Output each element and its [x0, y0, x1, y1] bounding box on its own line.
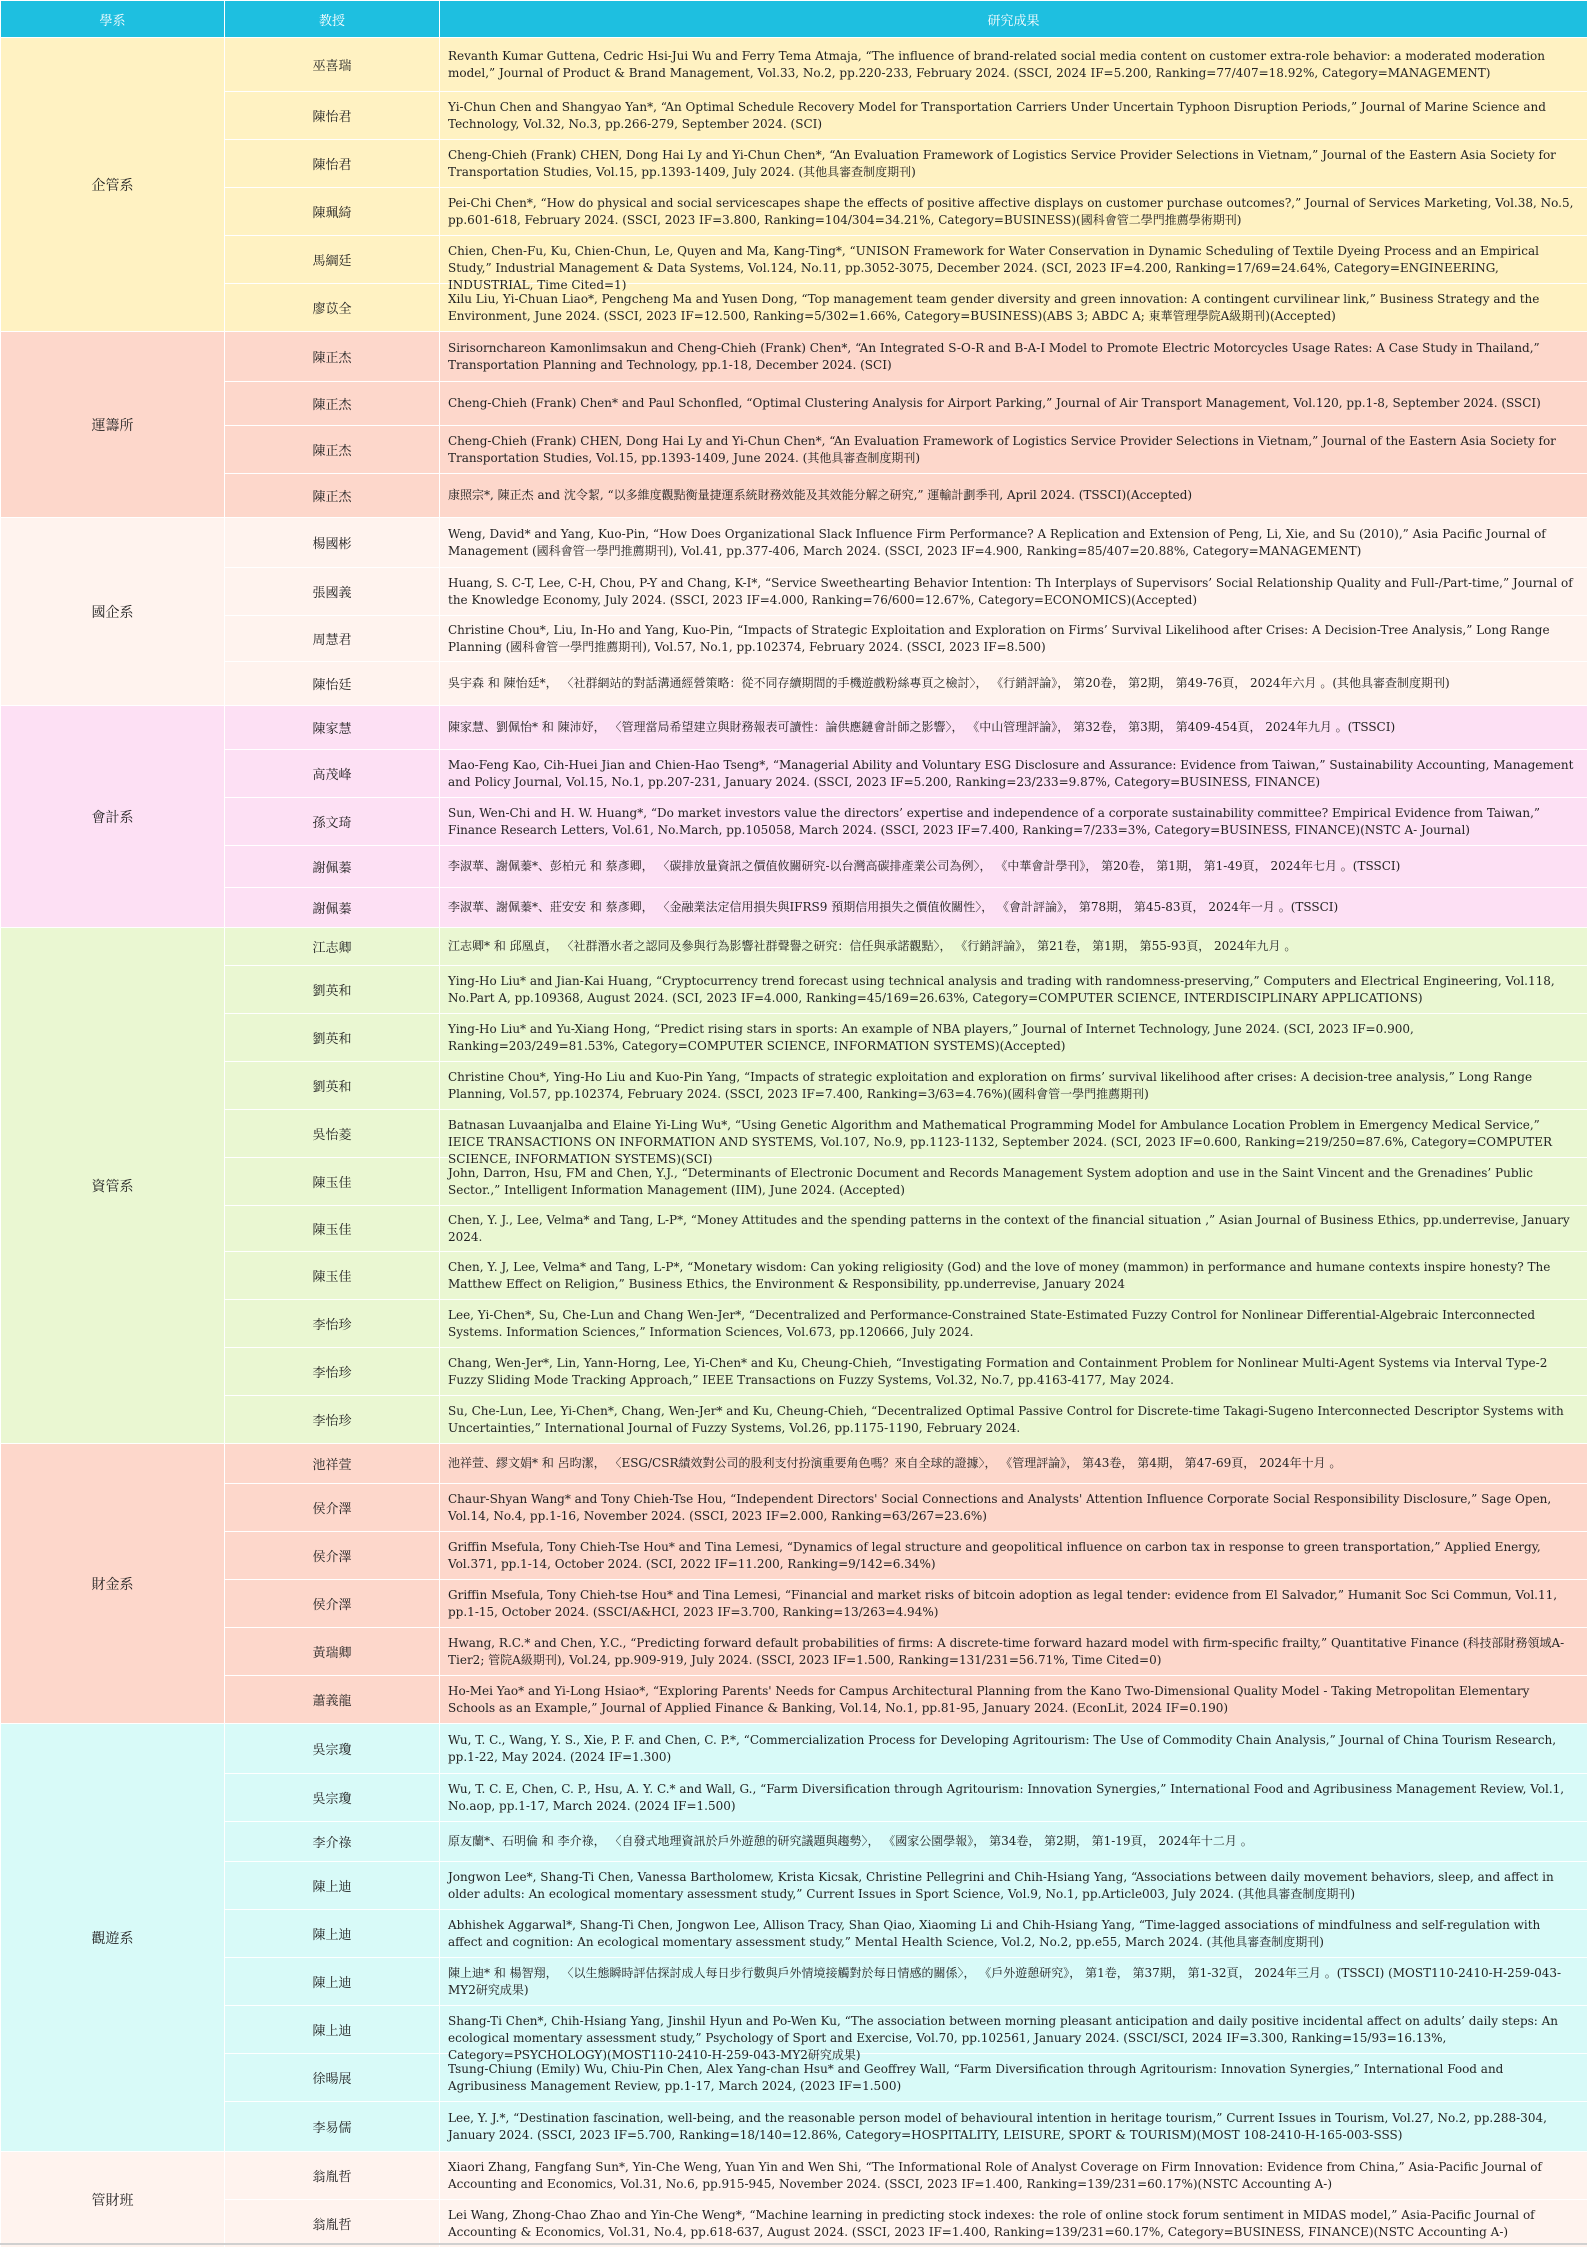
table-row — [1, 1532, 1588, 1580]
research-text: 康照宗*, 陳正杰 and 沈令絜, “以多維度觀點衡量捷運系統財務效能及其效能分解之研究,” 運輸計劃季刊, April 2024. (TSSCI)(Accepted) — [448, 488, 1193, 502]
professor-cell: 孫文琦 — [225, 798, 440, 846]
research-text: Lee, Y. J.*, “Destination fascination, well-being, and the reasonable person model of behavioural intention in heritage tourism,” Current Issues in Tourism, Vol.27, No.2, pp.288-304, January 2024. (SSCI, 2023 IF=5.700, Ranking=18/140=12.86%, Category=HOSPITALITY, LEISURE, SPORT & TOURISM)(MOST 108-2410-H-165-003-SSS) — [448, 2110, 1547, 2142]
table-row — [1, 1484, 1588, 1532]
research-cell — [440, 2006, 1588, 2062]
table-row — [1, 426, 1588, 474]
table-row — [1, 1958, 1588, 2006]
research-text: Chaur-Shyan Wang* and Tony Chieh-Tse Hou, “Independent Directors' Social Connections and Analysts' Attention Influence Corporate Social Responsibility Disclosure,” Sage Open, Vol.14, No.4, pp.1-16, November 2024. (SSCI, 2023 IF=2.000, Ranking=63/267=23.6%) — [448, 1491, 1552, 1523]
table-row — [1, 1580, 1588, 1628]
table-row — [1, 928, 1588, 966]
research-cell — [440, 140, 1588, 188]
table-row — [1, 1252, 1588, 1300]
research-cell — [440, 2152, 1588, 2200]
professor-cell: 陳上迪 — [225, 1862, 440, 1910]
research-text: Wu, T. C. E, Chen, C. P., Hsu, A. Y. C.* and Wall, G., “Farm Diversification through Agritourism: Innovation Synergies,” International Food and Agribusiness Management Review, Vol.1, No.aop, pp.1-17, March 2024. (2024 IF=1.500) — [448, 1781, 1565, 1813]
research-cell — [440, 1532, 1588, 1580]
professor-cell: 吳宗瓊 — [225, 1724, 440, 1774]
table-row — [1, 2152, 1588, 2200]
professor-cell: 翁胤哲 — [225, 2200, 440, 2248]
professor-cell: 陳珮綺 — [225, 188, 440, 236]
professor-cell: 江志卿 — [225, 928, 440, 966]
research-cell — [440, 1348, 1588, 1396]
research-cell — [440, 38, 1588, 92]
professor-cell: 陳正杰 — [225, 332, 440, 382]
professor-cell: 高茂峰 — [225, 750, 440, 798]
research-text: Cheng-Chieh (Frank) Chen* and Paul Schonfled, “Optimal Clustering Analysis for Airport Parking,” Journal of Air Transport Management, Vol.120, pp.1-8, September 2024. (SSCI) — [448, 396, 1541, 410]
research-text: Chen, Y. J., Lee, Velma* and Tang, L-P*, “Money Attitudes and the spending patterns in the context of the financial situation ,” Asian Journal of Business Ethics, pp.underrevise, January 2024. — [448, 1212, 1570, 1244]
research-cell — [440, 1014, 1588, 1062]
table-row — [1, 38, 1588, 92]
research-cell — [440, 798, 1588, 846]
research-cell — [440, 1580, 1588, 1628]
department-cell: 會計系 — [1, 706, 225, 928]
table-row — [1, 1822, 1588, 1862]
table-row — [1, 846, 1588, 888]
department-cell: 資管系 — [1, 928, 225, 1444]
research-text: Pei-Chi Chen*, “How do physical and social servicescapes shape the effects of positive affective displays on customer purchase outcomes?,” Journal of Services Marketing, Vol.38, No.5, pp.601-618, February 2024. (SSCI, 2023 IF=3.800, Ranking=104/304=34.21%, Category=BUSINESS)(國科會管二學門推薦學術期刊) — [448, 195, 1574, 227]
research-text: Lee, Yi-Chen*, Su, Che-Lun and Chang Wen-Jer*, “Decentralized and Performance-Constrained State-Estimated Fuzzy Control for Nonlinear Differential-Algebraic Interconnected Systems. Information Sciences,” Information Sciences, Vol.673, pp.120666, July 2024. — [448, 1307, 1536, 1339]
professor-cell: 李怡珍 — [225, 1348, 440, 1396]
table-row — [1, 616, 1588, 662]
professor-cell: 徐暘展 — [225, 2054, 440, 2102]
table-row — [1, 1396, 1588, 1444]
research-cell — [440, 426, 1588, 474]
professor-cell: 李怡珍 — [225, 1396, 440, 1444]
professor-cell: 翁胤哲 — [225, 2152, 440, 2200]
research-text: 吳宇森 和 陳怡廷*， 〈社群網站的對話溝通經營策略：從不同存續期間的手機遊戲粉絲專頁之檢討〉， 《行銷評論》， 第20卷， 第2期， 第49-76頁， 2024年六月 。(其他具審查制度期刊) — [448, 676, 1450, 690]
professor-cell: 陳怡君 — [225, 92, 440, 140]
table-row — [1, 1676, 1588, 1724]
professor-cell: 劉英和 — [225, 966, 440, 1014]
research-cell — [440, 1300, 1588, 1348]
department-cell: 企管系 — [1, 38, 225, 332]
table-row — [1, 568, 1588, 616]
professor-cell: 陳上迪 — [225, 2006, 440, 2054]
professor-cell: 吳宗瓊 — [225, 1774, 440, 1822]
research-cell — [440, 1676, 1588, 1724]
table-row — [1, 2200, 1588, 2248]
table-row — [1, 140, 1588, 188]
professor-cell: 謝佩蓁 — [225, 888, 440, 928]
research-text: 李淑華、謝佩蓁*、莊安安 和 蔡彥卿， 〈金融業法定信用損失與IFRS9 預期信用損失之價值攸關性〉， 《會計評論》， 第78期， 第45-83頁， 2024年一月 。(TSSCI) — [448, 900, 1339, 914]
research-text: Christine Chou*, Liu, In-Ho and Yang, Kuo-Pin, “Impacts of Strategic Exploitation and Exploration on Firms’ Survival Likelihood after Crises: A Decision-Tree Analysis,” Long Range Planning (國科會管一學門推薦期刊), Vol.57, No.1, pp.102374, February 2024. (SSCI, 2023 IF=8.500) — [448, 622, 1550, 654]
research-cell — [440, 1444, 1588, 1484]
research-cell — [440, 474, 1588, 518]
research-cell — [440, 1724, 1588, 1774]
table-row — [1, 382, 1588, 426]
research-cell — [440, 1396, 1588, 1444]
research-cell — [440, 1062, 1588, 1110]
research-cell — [440, 706, 1588, 750]
table-row — [1, 1300, 1588, 1348]
research-text: Jongwon Lee*, Shang-Ti Chen, Vanessa Bartholomew, Krista Kicsak, Christine Pellegrini and Chih-Hsiang Yang, “Associations between daily movement behaviors, sleep, and affect in older adults: An ecological momentary assessment study,” Current Issues in Sport Science, Vol.9, No.1, pp.Article003, July 2024. (其他具審查制度期刊) — [448, 1869, 1554, 1901]
research-text: Chien, Chen-Fu, Ku, Chien-Chun, Le, Quyen and Ma, Kang-Ting*, “UNISON Framework for Water Conservation in Dynamic Scheduling of Textile Dyeing Process and an Empirical Study,” Industrial Management & Data Systems, Vol.124, No.11, pp.3052-3075, December 2024. (SCI, 2023 IF=4.200, Ranking=17/69=24.64%, Category=ENGINEERING, INDUSTRIAL, Time Cited=1) — [448, 243, 1539, 292]
professor-cell: 陳上迪 — [225, 1910, 440, 1958]
research-cell — [440, 188, 1588, 236]
table-row — [1, 188, 1588, 236]
professor-cell: 陳玉佳 — [225, 1252, 440, 1300]
research-text: Ho-Mei Yao* and Yi-Long Hsiao*, “Exploring Parents' Needs for Campus Architectural Planning from the Kano Two-Dimensional Quality Model - Taking Metropolitan Elementary Schools as an Example,” Journal of Applied Finance & Banking, Vol.14, No.1, pp.81-95, January 2024. (EconLit, 2024 IF=0.190) — [448, 1683, 1530, 1715]
professor-cell: 巫喜瑞 — [225, 38, 440, 92]
research-text: Christine Chou*, Ying-Ho Liu and Kuo-Pin Yang, “Impacts of strategic exploitation and exploration on firms’ survival likelihood after crises: A decision-tree analysis,” Long Range Planning, Vol.57, pp.102374, February 2024. (SSCI, 2023 IF=7.400, Ranking=3/63=4.76%)(國科會管一學門推薦期刊) — [448, 1069, 1533, 1101]
professor-cell: 張國義 — [225, 568, 440, 616]
table-row — [1, 750, 1588, 798]
table-row — [1, 2102, 1588, 2152]
table-row — [1, 518, 1588, 568]
professor-cell: 蕭義龍 — [225, 1676, 440, 1724]
research-text: Cheng-Chieh (Frank) CHEN, Dong Hai Ly and Yi-Chun Chen*, “An Evaluation Framework of Logistics Service Provider Selections in Vietnam,” Journal of the Eastern Asia Society for Transportation Studies, Vol.15, pp.1393-1409, June 2024. (其他具審查制度期刊) — [448, 433, 1556, 465]
research-cell — [440, 2102, 1588, 2152]
table-row — [1, 2006, 1588, 2054]
table-row — [1, 1444, 1588, 1484]
professor-cell: 陳家慧 — [225, 706, 440, 750]
professor-cell: 陳怡君 — [225, 140, 440, 188]
table-row — [1, 1206, 1588, 1252]
research-cell — [440, 1484, 1588, 1532]
professor-cell: 李介祿 — [225, 1822, 440, 1862]
research-text: 池祥萱、繆文娟* 和 呂昀潔， 〈ESG/CSR績效對公司的股利支付扮演重要角色嗎？來自全球的證據〉， 《管理評論》， 第43卷， 第4期， 第47-69頁， 2024年十月 。 — [448, 1456, 1342, 1470]
table-row — [1, 706, 1588, 750]
research-text: 江志卿* 和 邱凰貞， 〈社群潛水者之認同及參與行為影響社群聲譽之研究：信任與承諾觀點〉， 《行銷評論》， 第21卷， 第1期， 第55-93頁， 2024年九月 。 — [448, 939, 1297, 953]
research-cell — [440, 966, 1588, 1014]
research-text: Huang, S. C-T, Lee, C-H, Chou, P-Y and Chang, K-I*, “Service Sweethearting Behavior Intention: Th Interplays of Supervisors’ Social Relationship Quality and Full-/Part-time,” Journal of the Knowledge Economy, July 2024. (SSCI, 2023 IF=4.000, Ranking=76/600=12.67%, Category=ECONOMICS)(Accepted) — [448, 575, 1573, 607]
research-cell — [440, 92, 1588, 140]
research-text: Chen, Y. J, Lee, Velma* and Tang, L-P*, “Monetary wisdom: Can yoking religiosity (God) and the love of money (mammon) in performance and humane contexts inspire honesty? The Matthew Effect on Religion,” Business Ethics, the Environment & Responsibility, pp.underrevise, January 2024 — [448, 1259, 1551, 1291]
professor-cell: 陳玉佳 — [225, 1206, 440, 1252]
research-text: Tsung-Chiung (Emily) Wu, Chiu-Pin Chen, Alex Yang-chan Hsu* and Geoffrey Wall, “Farm Diversification through Agritourism: Innovation Synergies,” International Food and Agribusiness Management Review, pp.1-17, March 2024, (2023 IF=1.500) — [448, 2061, 1504, 2093]
professor-cell: 陳玉佳 — [225, 1158, 440, 1206]
research-text: Weng, David* and Yang, Kuo-Pin, “How Does Organizational Slack Influence Firm Performance? A Replication and Extension of Peng, Li, Xie, and Su (2010),” Asia Pacific Journal of Management (國科會管一學門推薦期刊), Vol.41, pp.377-406, March 2024. (SSCI, 2023 IF=4.900, Ranking=85/407=20.88%, Category=MANAGEMENT) — [448, 526, 1546, 558]
professor-cell: 侯介澤 — [225, 1580, 440, 1628]
table-row — [1, 474, 1588, 518]
research-text: Batnasan Luvaanjalba and Elaine Yi-Ling Wu*, “Using Genetic Algorithm and Mathematical Programming Model for Ambulance Location Problem in Emergency Medical Service,” IEICE TRANSACTIONS ON INFORMATION AND SYSTEMS, Vol.107, No.9, pp.1123-1132, September 2024. (SCI, 2023 IF=0.600, Ranking=219/250=87.6%, Category=COMPUTER SCIENCE, INFORMATION SYSTEMS)(SCI) — [448, 1117, 1553, 1166]
department-cell: 財金系 — [1, 1444, 225, 1724]
research-text: 陳家慧、劉佩怡* 和 陳沛妤， 〈管理當局希望建立與財務報表可讀性：論供應鏈會計師之影響〉， 《中山管理評論》， 第32卷， 第3期， 第409-454頁， 2024年九月 。(TSSCI) — [448, 720, 1396, 734]
department-cell: 觀遊系 — [1, 1724, 225, 2152]
professor-cell: 侯介澤 — [225, 1532, 440, 1580]
research-cell — [440, 332, 1588, 382]
table-row — [1, 662, 1588, 706]
research-text: John, Darron, Hsu, FM and Chen, Y.J., “Determinants of Electronic Document and Records Management System adoption and use in the Saint Vincent and the Grenadines’ Public Sector.,” Intelligent Information Management (IIM), June 2024. (Accepted) — [448, 1165, 1533, 1197]
professor-cell: 馬綱廷 — [225, 236, 440, 284]
professor-cell: 楊國彬 — [225, 518, 440, 568]
professor-cell: 侯介澤 — [225, 1484, 440, 1532]
research-cell — [440, 1862, 1588, 1910]
research-cell — [440, 236, 1588, 292]
table-row — [1, 332, 1588, 382]
research-cell — [440, 662, 1588, 706]
professor-cell: 周慧君 — [225, 616, 440, 662]
research-text: 陳上迪* 和 楊智翔， 〈以生態瞬時評估探討成人每日步行數與戶外情境接觸對於每日情感的關係〉， 《戶外遊憩研究》， 第1卷， 第37期， 第1-32頁， 2024年三月 。(TSSCI) (MOST110-2410-H-259-043-MY2研究成果) — [448, 1965, 1562, 1997]
table-row — [1, 92, 1588, 140]
department-cell: 國企系 — [1, 518, 225, 706]
research-cell — [440, 928, 1588, 966]
table-row — [1, 284, 1588, 332]
research-cell — [440, 382, 1588, 426]
research-text: Hwang, R.C.* and Chen, Y.C., “Predicting forward default probabilities of firms: A discrete-time forward hazard model with firm-specific frailty,” Quantitative Finance (科技部財務領域A-Tier2; 管院A級期刊), Vol.24, pp.909-919, July 2024. (SSCI, 2023 IF=1.500, Ranking=131/231=56.71%, Time Cited=0) — [448, 1635, 1565, 1667]
research-text: Sun, Wen-Chi and H. W. Huang*, “Do market investors value the directors’ expertise and independence of a corporate sustainability committee? Empirical Evidence from Taiwan,” Finance Research Letters, Vol.61, No.March, pp.105058, March 2024. (SSCI, 2023 IF=7.400, Ranking=7/233=3%, Category=BUSINESS, FINANCE)(NSTC A- Journal) — [448, 805, 1541, 837]
research-text: Chang, Wen-Jer*, Lin, Yann-Horng, Lee, Yi-Chen* and Ku, Cheung-Chieh, “Investigating Formation and Containment Problem for Nonlinear Multi-Agent Systems via Interval Type-2 Fuzzy Sliding Mode Tracking Approach,” IEEE Transactions on Fuzzy Systems, Vol.32, No.7, pp.4163-4177, May 2024. — [448, 1355, 1548, 1387]
research-cell — [440, 2054, 1588, 2102]
table-row — [1, 1110, 1588, 1158]
research-text: Su, Che-Lun, Lee, Yi-Chen*, Chang, Wen-Jer* and Ku, Cheung-Chieh, “Decentralized Optimal Passive Control for Discrete-time Takagi-Sugeno Interconnected Descriptor Systems with Uncertainties,” International Journal of Fuzzy Systems, Vol.26, pp.1175-1190, February 2024. — [448, 1403, 1564, 1435]
professor-cell: 吳怡菱 — [225, 1110, 440, 1158]
research-text: Lei Wang, Zhong-Chao Zhao and Yin-Che Weng*, “Machine learning in predicting stock indexes: the role of online stock forum sentiment in MIDAS model,” Asia-Pacific Journal of Accounting & Economics, Vol.31, No.4, pp.618-637, August 2024. (SSCI, 2023 IF=1.400, Ranking=139/231=60.17%, Category=BUSINESS, FINANCE)(NSTC Accounting A-) — [448, 2207, 1535, 2239]
professor-cell: 池祥萱 — [225, 1444, 440, 1484]
research-cell — [440, 1774, 1588, 1822]
table-row — [1, 1158, 1588, 1206]
table-row — [1, 888, 1588, 928]
table-row — [1, 798, 1588, 846]
professor-cell: 劉英和 — [225, 1014, 440, 1062]
research-text: Shang-Ti Chen*, Chih-Hsiang Yang, Jinshil Hyun and Po-Wen Ku, “The association between morning pleasant anticipation and daily positive incidental affect on adults’ daily steps: An ecological momentary assessment study,” Psychology of Sport and Exercise, Vol.70, pp.102561, January 2024. (SSCI/SCI, 2024 IF=3.300, Ranking=15/93=16.13%, Category=PSYCHOLOGY)(MOST110-2410-H-259-043-MY2研究成果) — [448, 2013, 1559, 2062]
research-text: Xilu Liu, Yi-Chuan Liao*, Pengcheng Ma and Yusen Dong, “Top management team gender diversity and green innovation: A contingent curvilinear link,” Business Strategy and the Environment, June 2024. (SSCI, 2023 IF=12.500, Ranking=5/302=1.66%, Category=BUSINESS)(ABS 3; ABDC A; 東華管理學院A級期刊)(Accepted) — [448, 291, 1540, 323]
research-cell — [440, 1110, 1588, 1166]
research-cell — [440, 1158, 1588, 1206]
research-text: Ying-Ho Liu* and Jian-Kai Huang, “Cryptocurrency trend forecast using technical analysis and trading with randomness-preserving,” Computers and Electrical Engineering, Vol.118, No.Part A, pp.109368, August 2024. (SCI, 2023 IF=4.000, Ranking=45/169=26.63%, Category=COMPUTER SCIENCE, INTERDISCIPLINARY APPLICATIONS) — [448, 973, 1555, 1005]
research-cell — [440, 1252, 1588, 1300]
research-text: 李淑華、謝佩蓁*、彭柏元 和 蔡彥卿， 〈碳排放量資訊之價值攸關研究-以台灣高碳排產業公司為例〉， 《中華會計學刊》， 第20卷， 第1期， 第1-49頁， 2024年七月 。(TSSCI) — [448, 859, 1401, 873]
research-text: Mao-Feng Kao, Cih-Huei Jian and Chien-Hao Tseng*, “Managerial Ability and Voluntary ESG Disclosure and Assurance: Evidence from Taiwan,” Sustainability Accounting, Management and Policy Journal, Vol.15, No.1, pp.207-231, January 2024. (SSCI, 2023 IF=5.200, Ranking=23/233=9.87%, Category=BUSINESS, FINANCE) — [448, 757, 1574, 789]
table-row — [1, 1724, 1588, 1774]
table-row — [1, 1910, 1588, 1958]
professor-cell: 陳怡廷 — [225, 662, 440, 706]
research-cell — [440, 568, 1588, 616]
column-header-professor: 教授 — [225, 1, 440, 38]
research-cell — [440, 616, 1588, 662]
research-text: Xiaori Zhang, Fangfang Sun*, Yin-Che Weng, Yuan Yin and Wen Shi, “The Informational Role of Analyst Coverage on Firm Innovation: Evidence from China,” Asia-Pacific Journal of Accounting and Economics, Vol.31, No.6, pp.915-945, November 2024. (SSCI, 2023 IF=1.400, Ranking=139/231=60.17%)(NSTC Accounting A-) — [448, 2159, 1542, 2191]
research-cell — [440, 2200, 1588, 2248]
research-cell — [440, 1822, 1588, 1862]
research-cell — [440, 750, 1588, 798]
professor-cell: 李怡珍 — [225, 1300, 440, 1348]
table-row — [1, 236, 1588, 284]
table-row — [1, 966, 1588, 1014]
department-cell: 運籌所 — [1, 332, 225, 518]
research-text: Abhishek Aggarwal*, Shang-Ti Chen, Jongwon Lee, Allison Tracy, Shan Qiao, Xiaoming Li and Chih-Hsiang Yang, “Time-lagged associations of mindfulness and self-regulation with affect and cognition: An ecological momentary assessment study,” Mental Health Science, Vol.2, No.2, pp.e55, March 2024. (其他具審查制度期刊) — [448, 1917, 1541, 1949]
professor-cell: 謝佩蓁 — [225, 846, 440, 888]
professor-cell: 李易儒 — [225, 2102, 440, 2152]
research-text: Revanth Kumar Guttena, Cedric Hsi-Jui Wu and Ferry Tema Atmaja, “The influence of brand-related social media content on customer extra-role behavior: a moderated moderation model,” Journal of Product & Brand Management, Vol.33, No.2, pp.220-233, February 2024. (SSCI, 2024 IF=5.200, Ranking=77/407=18.92%, Category=MANAGEMENT) — [448, 48, 1545, 80]
research-cell — [440, 1958, 1588, 2006]
research-cell — [440, 1206, 1588, 1252]
sheet-bottom-border — [0, 2243, 1587, 2245]
research-text: 原友蘭*、石明倫 和 李介祿， 〈自發式地理資訊於戶外遊憩的研究議題與趨勢〉， 《國家公園學報》， 第34卷， 第2期， 第1-19頁， 2024年十二月 。 — [448, 1834, 1253, 1848]
table-row — [1, 1062, 1588, 1110]
professor-cell: 陳上迪 — [225, 1958, 440, 2006]
column-header-research: 研究成果 — [440, 1, 1588, 38]
research-cell — [440, 284, 1588, 332]
research-text: Yi-Chun Chen and Shangyao Yan*, “An Optimal Schedule Recovery Model for Transportation Carriers Under Uncertain Typhoon Disruption Periods,” Journal of Marine Science and Technology, Vol.32, No.3, pp.266-279, September 2024. (SCI) — [448, 99, 1546, 131]
professor-cell: 廖苡全 — [225, 284, 440, 332]
research-cell — [440, 846, 1588, 888]
research-text: Cheng-Chieh (Frank) CHEN, Dong Hai Ly and Yi-Chun Chen*, “An Evaluation Framework of Logistics Service Provider Selections in Vietnam,” Journal of the Eastern Asia Society for Transportation Studies, Vol.15, pp.1393-1409, July 2024. (其他具審查制度期刊) — [448, 147, 1556, 179]
table-header-row — [1, 1, 1588, 38]
research-text: Griffin Msefula, Tony Chieh-Tse Hou* and Tina Lemesi, “Dynamics of legal structure and geopolitical influence on carbon tax in response to green transportation,” Applied Energy, Vol.371, pp.1-14, October 2024. (SCI, 2022 IF=11.200, Ranking=9/142=6.34%) — [448, 1539, 1541, 1571]
research-cell — [440, 518, 1588, 568]
table-row — [1, 1014, 1588, 1062]
research-text: Ying-Ho Liu* and Yu-Xiang Hong, “Predict rising stars in sports: An example of NBA players,” Journal of Internet Technology, June 2024. (SCI, 2023 IF=0.900, Ranking=203/249=81.53%, Category=COMPUTER SCIENCE, INFORMATION SYSTEMS)(Accepted) — [448, 1021, 1414, 1053]
research-text: Wu, T. C., Wang, Y. S., Xie, P. F. and Chen, C. P.*, “Commercialization Process for Developing Agritourism: The Use of Commodity Chain Analysis,” Journal of China Tourism Research, pp.1-22, May 2024. (2024 IF=1.300) — [448, 1732, 1557, 1764]
professor-cell: 黃瑞卿 — [225, 1628, 440, 1676]
department-cell: 管財班 — [1, 2152, 225, 2248]
research-cell — [440, 888, 1588, 928]
professor-cell: 陳正杰 — [225, 382, 440, 426]
table-row — [1, 1348, 1588, 1396]
research-cell — [440, 1910, 1588, 1958]
research-cell — [440, 1628, 1588, 1676]
table-row — [1, 1774, 1588, 1822]
research-text: Sirisornchareon Kamonlimsakun and Cheng-Chieh (Frank) Chen*, “An Integrated S-O-R and B-A-I Model to Promote Electric Motorcycles Usage Rates: A Case Study in Thailand,” Transportation Planning and Technology, pp.1-18, December 2024. (SCI) — [448, 340, 1540, 372]
table-row — [1, 1628, 1588, 1676]
research-text: Griffin Msefula, Tony Chieh-tse Hou* and Tina Lemesi, “Financial and market risks of bitcoin adoption as legal tender: evidence from El Salvador,” Humanit Soc Sci Commun, Vol.11, pp.1-15, October 2024. (SSCI/A&HCI, 2023 IF=3.700, Ranking=13/263=4.94%) — [448, 1587, 1558, 1619]
table-row — [1, 2054, 1588, 2102]
column-header-department: 學系 — [1, 1, 225, 38]
table-body — [1, 38, 1588, 2248]
table-row — [1, 1862, 1588, 1910]
professor-cell: 劉英和 — [225, 1062, 440, 1110]
professor-cell: 陳正杰 — [225, 474, 440, 518]
professor-cell: 陳正杰 — [225, 426, 440, 474]
